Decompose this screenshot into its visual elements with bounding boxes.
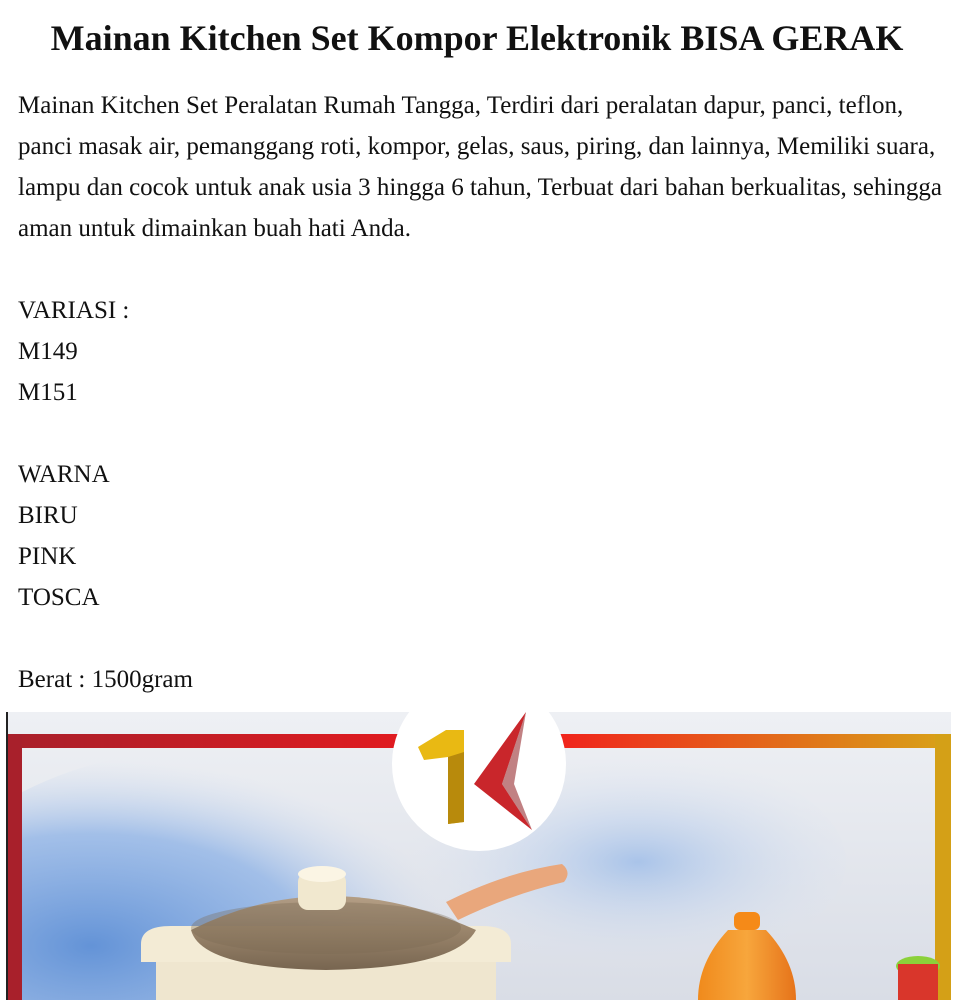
toy-cup (896, 956, 940, 1000)
color-list (18, 454, 948, 618)
variant-item: M151 (18, 379, 78, 406)
product-weight: Berat : 1500gram (18, 666, 193, 693)
product-image (6, 712, 951, 1000)
product-description-body (18, 85, 948, 700)
product-description: Mainan Kitchen Set Peralatan Rumah Tangga, Terdiri dari peralatan dapur, panci, teflon, panci masak air, pemanggang roti, kompor, gelas, saus, piring, dan lainnya, Memiliki suara, lampu dan cocok untuk anak usia 3 hingga 6 tahun, Terbuat dari bahan berkualitas, sehingga aman untuk dimainkan buah hati Anda. (18, 92, 942, 242)
page-title: Mainan Kitchen Set Kompor Elektronik BISA GERAK (50, 18, 904, 58)
variant-heading: VARIASI : (18, 297, 130, 324)
frame-left (6, 734, 22, 1000)
color-item: TOSCA (18, 584, 100, 611)
frame-right (935, 734, 951, 1000)
variant-list (18, 290, 948, 413)
variant-item: M149 (18, 338, 78, 365)
color-heading: WARNA (18, 461, 110, 488)
color-item: BIRU (18, 502, 78, 529)
color-item: PINK (18, 543, 77, 570)
